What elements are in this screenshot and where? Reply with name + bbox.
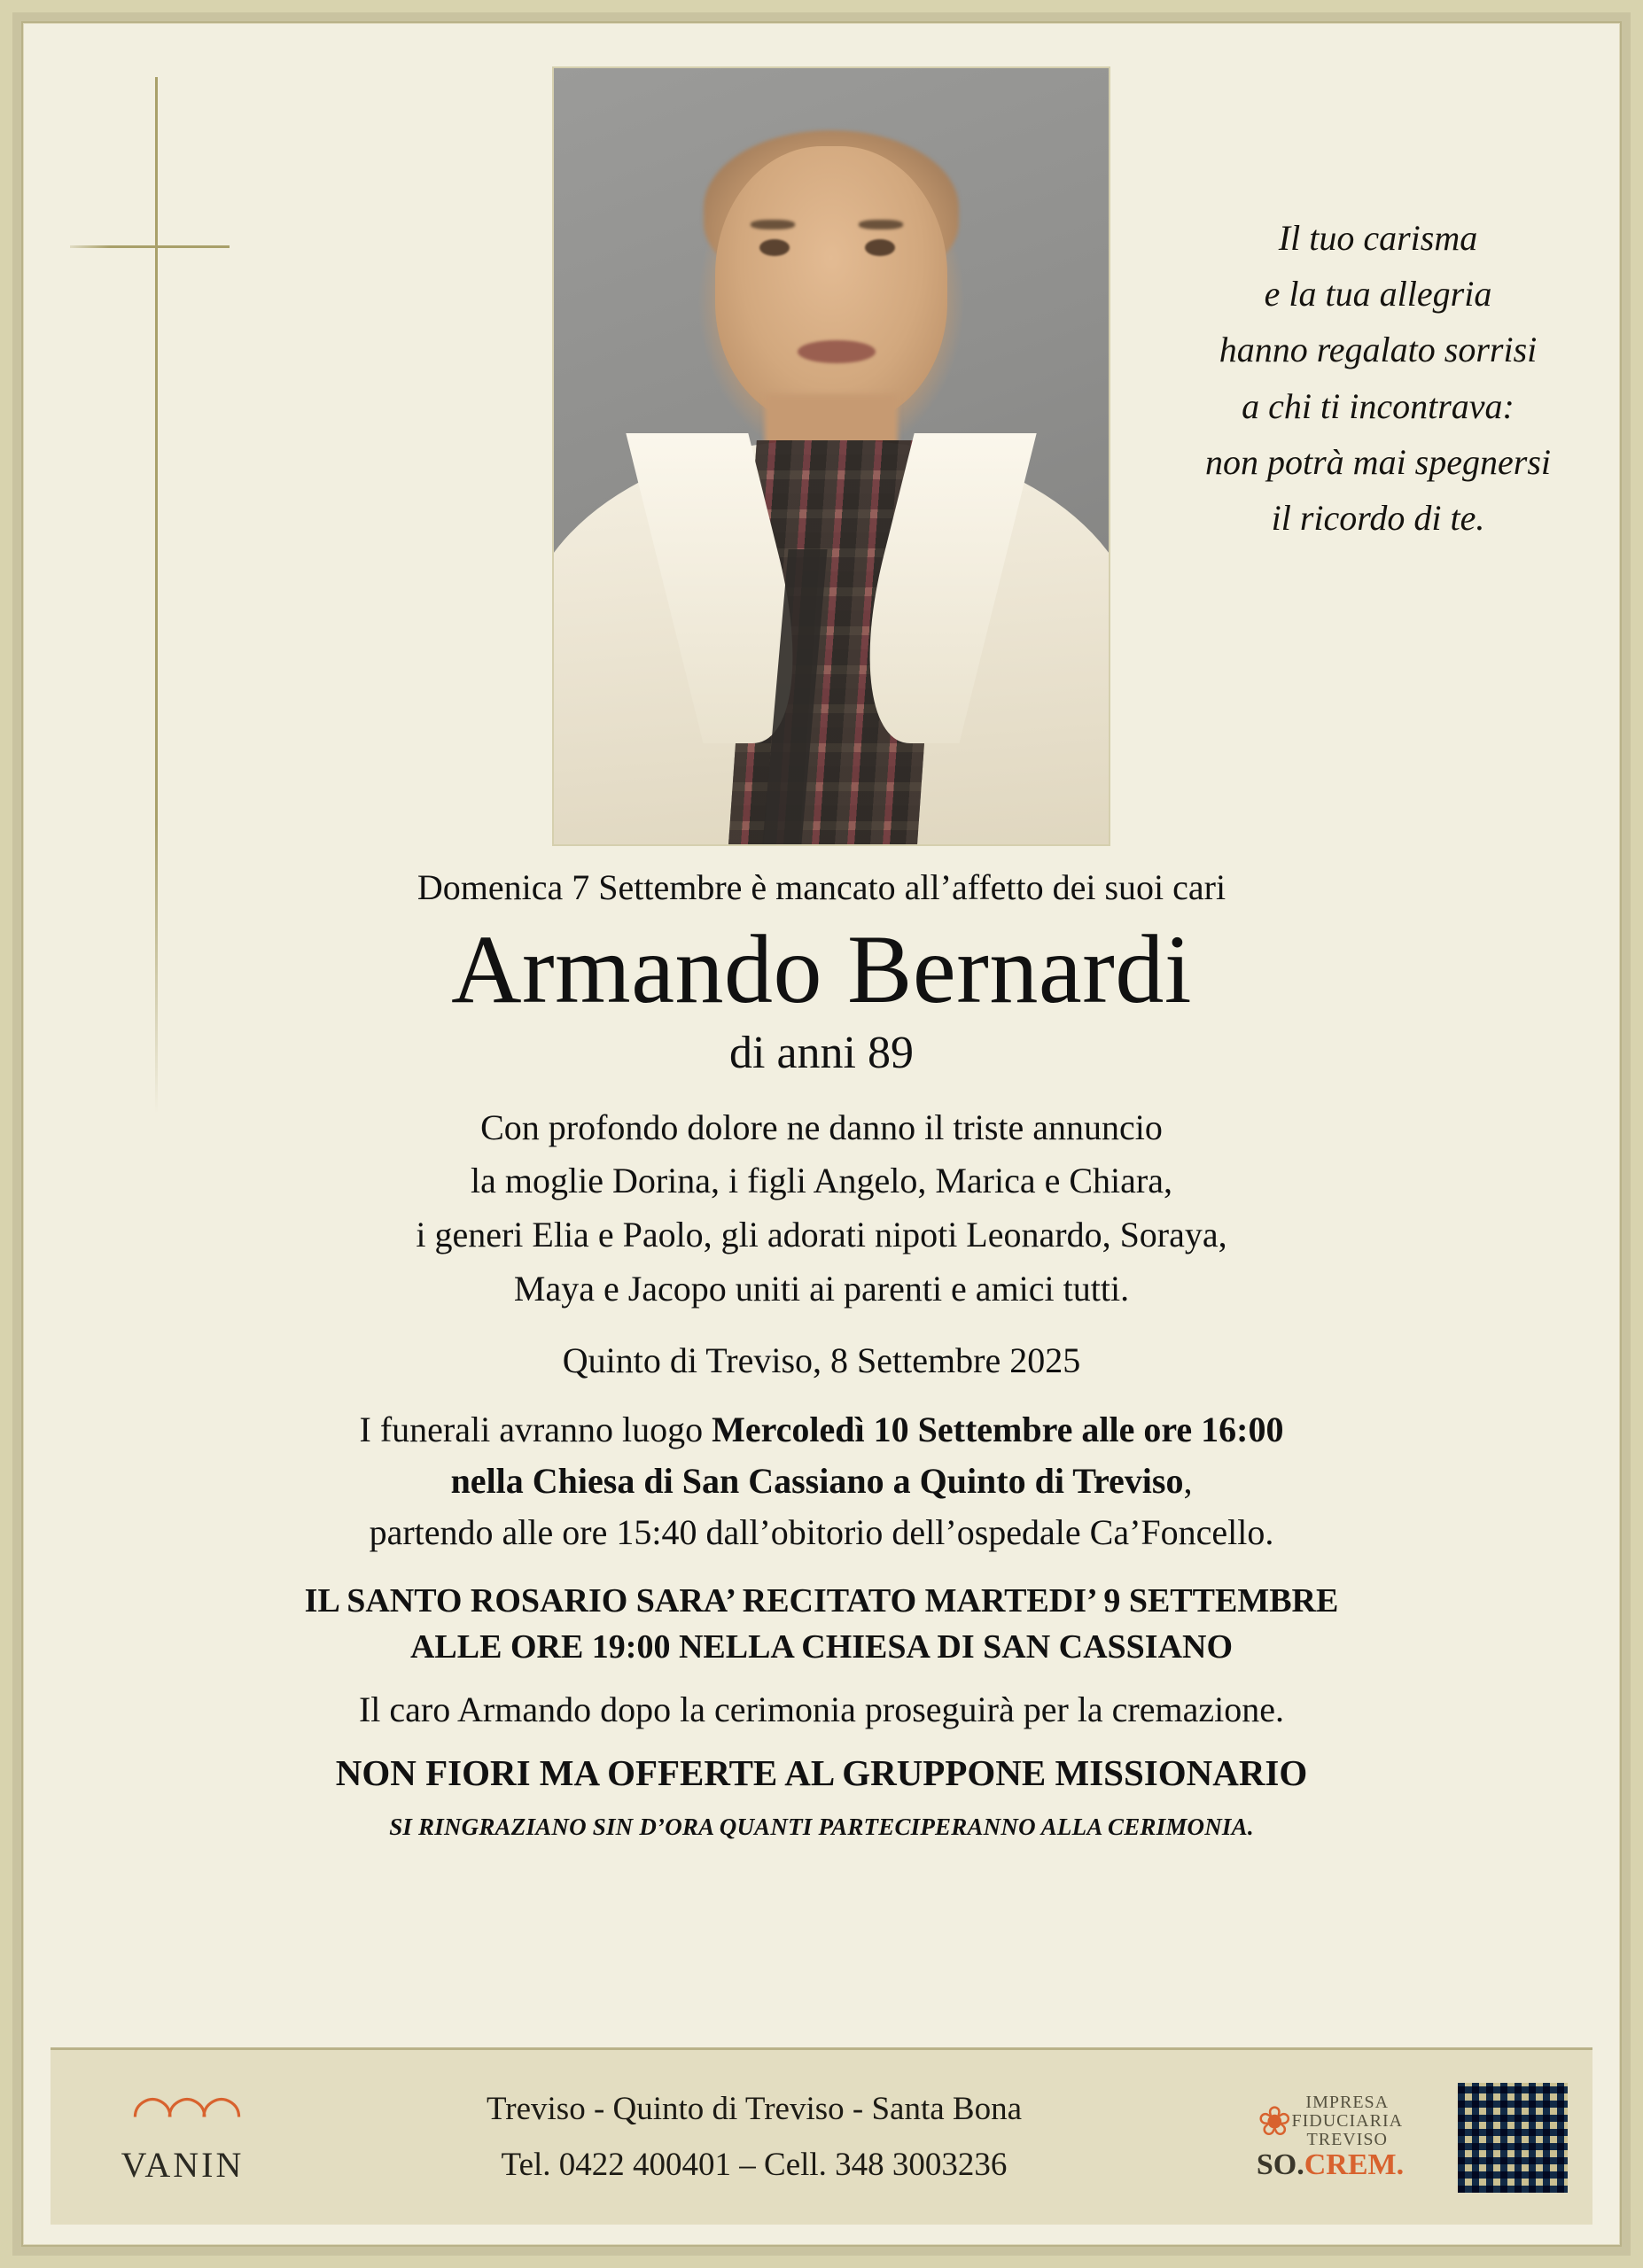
portrait-photo [552, 66, 1110, 846]
contact-info [293, 2082, 1215, 2194]
socrem-block [1215, 2079, 1571, 2196]
family-line: Con profondo dolore ne danno il triste annuncio [480, 1107, 1163, 1147]
poem-line: il ricordo di te. [1271, 497, 1485, 538]
announcement-block [77, 866, 1566, 1841]
funeral-line-1 [77, 1404, 1566, 1456]
rosary-line-1: IL SANTO ROSARIO SARA’ RECITATO MARTEDI’ 9 SETTEMBRE [304, 1581, 1339, 1619]
poem-line: a chi ti incontrava: [1242, 385, 1515, 426]
footer-bar [51, 2047, 1592, 2225]
qr-code[interactable] [1454, 2079, 1571, 2196]
socrem-crem: CREM. [1304, 2148, 1405, 2182]
family-line: Maya e Jacopo uniti ai parenti e amici tutti. [513, 1268, 1130, 1309]
deceased-name: Armando Bernardi [451, 915, 1192, 1023]
vanin-logo-icon: ◠◠◠ [130, 2086, 235, 2141]
funeral-details [77, 1404, 1566, 1558]
funeral-datetime: Mercoledì 10 Settembre alle ore 16:00 [712, 1409, 1284, 1449]
poem-line: hanno regalato sorrisi [1219, 330, 1538, 370]
poem-line: e la tua allegria [1264, 274, 1492, 315]
butterfly-icon: ❀ [1257, 2098, 1292, 2144]
socrem-line-3: TREVISO [1306, 2130, 1388, 2150]
rosary-line-2: ALLE ORE 19:00 NELLA CHIESA DI SAN CASSIANO [409, 1628, 1234, 1666]
contact-locations: Treviso - Quinto di Treviso - Santa Bona [486, 2090, 1023, 2127]
funeral-line-2 [77, 1456, 1566, 1507]
death-intro-line: Domenica 7 Settembre è mancato all’affetto dei suoi cari [417, 867, 1226, 907]
funeral-line-1-prefix: I funerali avranno luogo [359, 1409, 712, 1449]
memorial-poem [1130, 210, 1620, 546]
thanks-note: SI RINGRAZIANO SIN D’ORA QUANTI PARTECIPERANNO ALLA CERIMONIA. [389, 1813, 1254, 1840]
family-line: la moglie Dorina, i figli Angelo, Marica e Chiara, [471, 1161, 1172, 1201]
deceased-age: di anni 89 [729, 1028, 914, 1079]
rosary-notice [77, 1578, 1566, 1671]
funeral-line-2-suffix: , [1183, 1460, 1193, 1501]
place-and-date: Quinto di Treviso, 8 Settembre 2025 [562, 1340, 1081, 1380]
brand-name: VANIN [121, 2145, 245, 2185]
funeral-home-brand [72, 2086, 293, 2186]
socrem-logo-text [1215, 2149, 1445, 2181]
socrem-line-1: IMPRESA [1305, 2093, 1390, 2113]
family-list [77, 1101, 1566, 1317]
funeral-line-3: partendo alle ore 15:40 dall’obitorio dell’ospedale Ca’Foncello. [369, 1511, 1274, 1552]
poem-line: Il tuo carisma [1278, 218, 1478, 258]
funeral-church: nella Chiesa di San Cassiano a Quinto di Treviso [450, 1460, 1184, 1501]
contact-phone: Tel. 0422 400401 – Cell. 348 3003236 [501, 2146, 1008, 2183]
socrem-so: SO. [1256, 2148, 1304, 2182]
family-line: i generi Elia e Paolo, gli adorati nipoti Leonardo, Soraya, [416, 1215, 1227, 1255]
poem-line: non potrà mai spegnersi [1205, 441, 1551, 482]
cremation-notice: Il caro Armando dopo la cerimonia proseguirà per la cremazione. [358, 1689, 1284, 1729]
poster-sheet [23, 23, 1620, 2245]
socrem-line-2: FIDUCIARIA [1291, 2111, 1404, 2132]
offerings-notice: NON FIORI MA OFFERTE AL GRUPPONE MISSIONARIO [335, 1751, 1308, 1793]
